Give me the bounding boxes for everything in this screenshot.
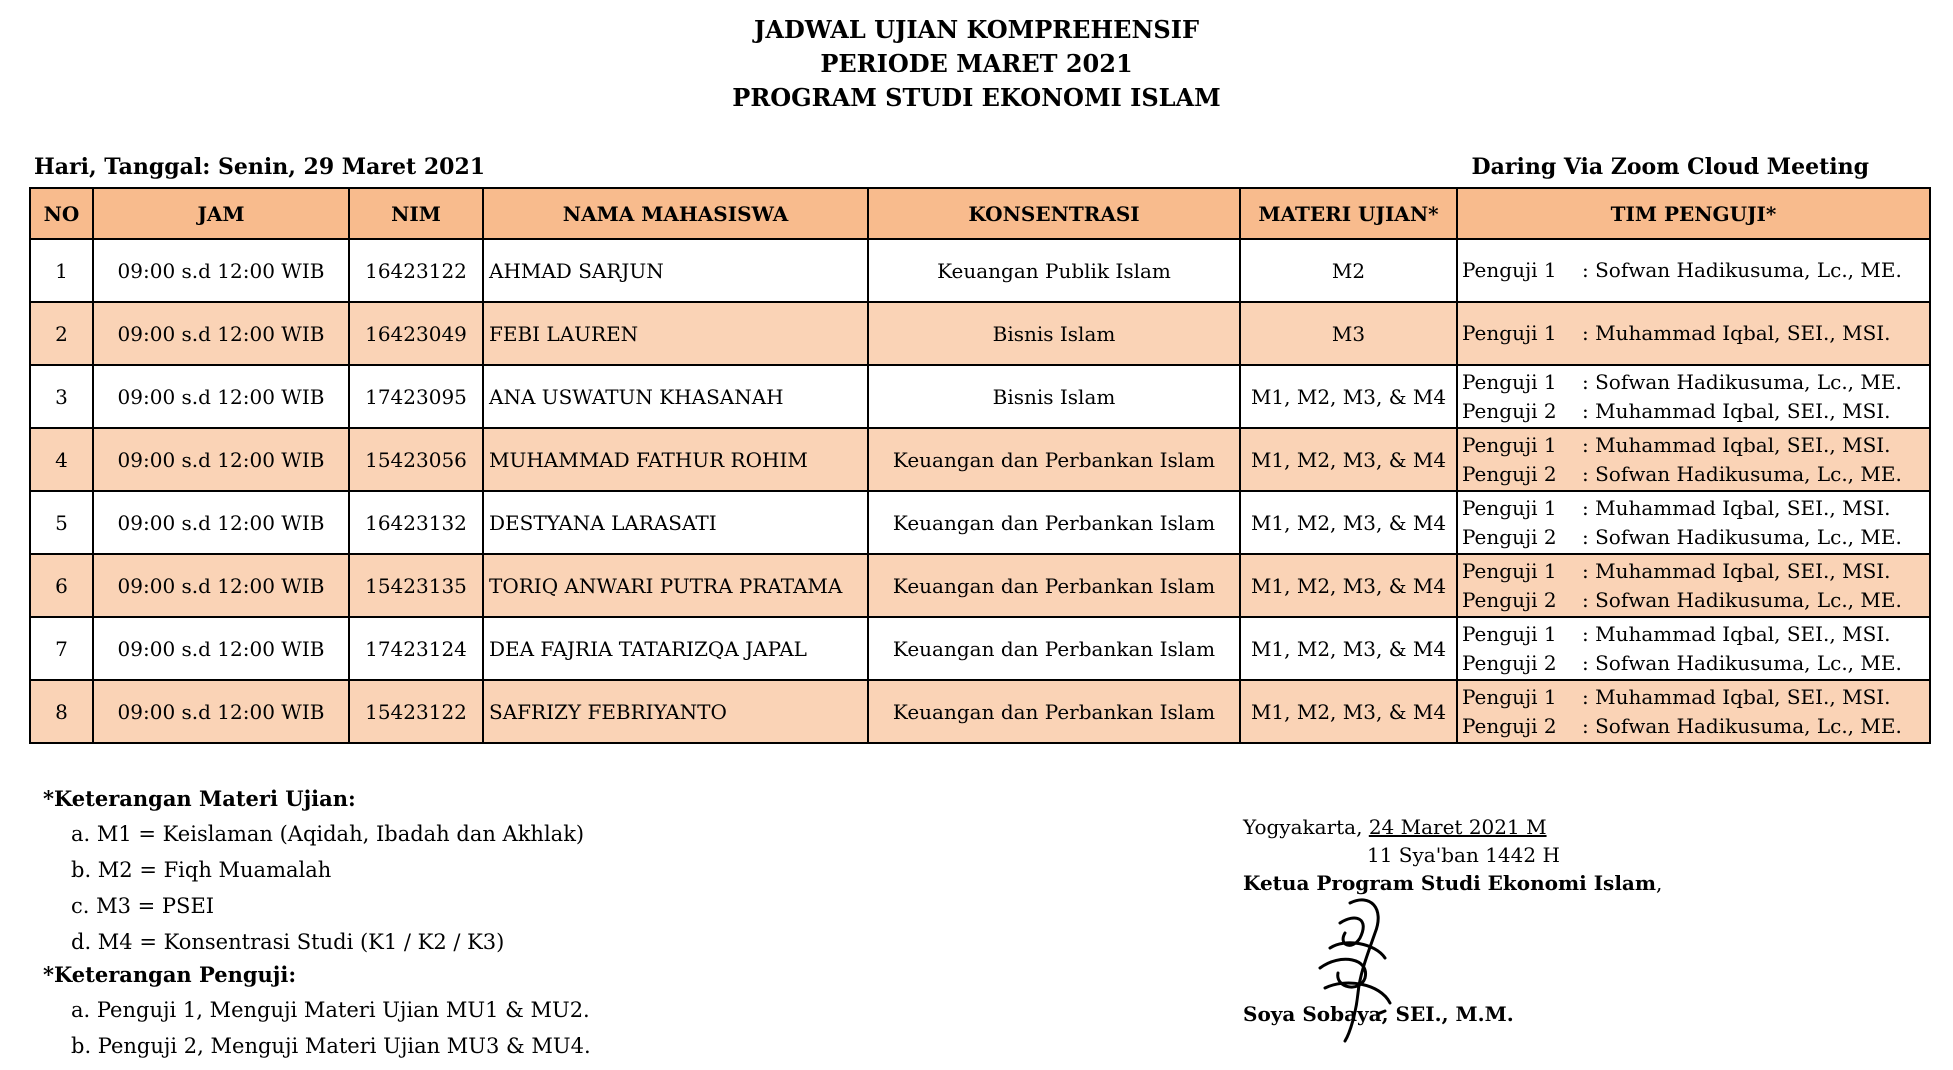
- doc-title-line3: PROGRAM STUDI EKONOMI ISLAM: [732, 83, 1221, 112]
- sign-place-date: [1243, 813, 1662, 841]
- exam-mode: Daring Via Zoom Cloud Meeting: [1471, 154, 1869, 180]
- cell-penguji: [1457, 491, 1930, 554]
- penguji-label: Penguji 1: [1462, 321, 1557, 345]
- cell-nama: AHMAD SARJUN: [483, 239, 868, 302]
- col-header-nim: NIM: [349, 188, 483, 239]
- penguji-label: Penguji 1: [1462, 432, 1557, 457]
- penguji-name: : Sofwan Hadikusuma, Lc., ME.: [1582, 650, 1902, 675]
- cell-no: 2: [30, 302, 93, 365]
- penguji-name: : Sofwan Hadikusuma, Lc., ME.: [1582, 369, 1902, 394]
- cell-jam: 09:00 s.d 12:00 WIB: [93, 491, 349, 554]
- cell-nim: 16423132: [349, 491, 483, 554]
- penguji-line: [1462, 431, 1929, 460]
- table-header-row: [30, 188, 1930, 239]
- cell-penguji: [1457, 680, 1930, 743]
- cell-jam: 09:00 s.d 12:00 WIB: [93, 365, 349, 428]
- table-row: [30, 554, 1930, 617]
- penguji-name: : Muhammad Iqbal, SEI., MSI.: [1582, 558, 1891, 583]
- penguji-line: [1462, 319, 1929, 348]
- col-header-jam: JAM: [93, 188, 349, 239]
- cell-jam: 09:00 s.d 12:00 WIB: [93, 239, 349, 302]
- col-header-konsentrasi: KONSENTRASI: [868, 188, 1240, 239]
- penguji-notes-heading: *Keterangan Penguji:: [43, 962, 297, 987]
- penguji-line: [1462, 460, 1929, 489]
- penguji-label: Penguji 2: [1462, 587, 1557, 612]
- cell-nama: DEA FAJRIA TATARIZQA JAPAL: [483, 617, 868, 680]
- cell-materi: M1, M2, M3, & M4: [1240, 428, 1457, 491]
- cell-materi: M1, M2, M3, & M4: [1240, 554, 1457, 617]
- cell-nama: DESTYANA LARASATI: [483, 491, 868, 554]
- table-row: [30, 365, 1930, 428]
- penguji-label: Penguji 2: [1462, 650, 1557, 675]
- cell-penguji: [1457, 617, 1930, 680]
- penguji-name: : Muhammad Iqbal, SEI., MSI.: [1582, 621, 1891, 646]
- cell-no: 8: [30, 680, 93, 743]
- penguji-name: : Muhammad Iqbal, SEI., MSI.: [1582, 321, 1891, 345]
- cell-no: 4: [30, 428, 93, 491]
- sign-hijri-date: 11 Sya'ban 1442 H: [1367, 843, 1560, 867]
- penguji-line: [1462, 586, 1929, 615]
- cell-nim: 15423135: [349, 554, 483, 617]
- cell-konsentrasi: Keuangan dan Perbankan Islam: [868, 428, 1240, 491]
- doc-title-line1: JADWAL UJIAN KOMPREHENSIF: [754, 15, 1199, 44]
- cell-nama: SAFRIZY FEBRIYANTO: [483, 680, 868, 743]
- cell-nim: 15423122: [349, 680, 483, 743]
- cell-jam: 09:00 s.d 12:00 WIB: [93, 302, 349, 365]
- penguji-name: : Sofwan Hadikusuma, Lc., ME.: [1582, 258, 1902, 282]
- cell-penguji: [1457, 302, 1930, 365]
- penguji-name: : Muhammad Iqbal, SEI., MSI.: [1582, 432, 1891, 457]
- cell-nim: 17423095: [349, 365, 483, 428]
- cell-jam: 09:00 s.d 12:00 WIB: [93, 428, 349, 491]
- cell-materi: M2: [1240, 239, 1457, 302]
- cell-materi: M1, M2, M3, & M4: [1240, 491, 1457, 554]
- penguji-line: [1462, 494, 1929, 523]
- materi-note-item: a. M1 = Keislaman (Aqidah, Ibadah dan Akhlak): [71, 822, 585, 846]
- cell-materi: M1, M2, M3, & M4: [1240, 365, 1457, 428]
- col-header-penguji: TIM PENGUJI*: [1457, 188, 1930, 239]
- table-row: [30, 239, 1930, 302]
- cell-materi: M1, M2, M3, & M4: [1240, 617, 1457, 680]
- cell-no: 1: [30, 239, 93, 302]
- cell-nim: 17423124: [349, 617, 483, 680]
- penguji-name: : Sofwan Hadikusuma, Lc., ME.: [1582, 524, 1902, 549]
- cell-nama: TORIQ ANWARI PUTRA PRATAMA: [483, 554, 868, 617]
- cell-no: 3: [30, 365, 93, 428]
- penguji-name: : Sofwan Hadikusuma, Lc., ME.: [1582, 461, 1902, 486]
- penguji-label: Penguji 1: [1462, 369, 1557, 394]
- cell-nama: MUHAMMAD FATHUR ROHIM: [483, 428, 868, 491]
- table-row: [30, 428, 1930, 491]
- penguji-label: Penguji 1: [1462, 621, 1557, 646]
- penguji-note-item: b. Penguji 2, Menguji Materi Ujian MU3 & MU4.: [71, 1034, 591, 1058]
- cell-jam: 09:00 s.d 12:00 WIB: [93, 554, 349, 617]
- penguji-line: [1462, 649, 1929, 678]
- penguji-note-item: a. Penguji 1, Menguji Materi Ujian MU1 & MU2.: [71, 998, 590, 1022]
- cell-konsentrasi: Bisnis Islam: [868, 365, 1240, 428]
- penguji-name: : Muhammad Iqbal, SEI., MSI.: [1582, 684, 1891, 709]
- col-header-no: NO: [30, 188, 93, 239]
- cell-konsentrasi: Keuangan dan Perbankan Islam: [868, 554, 1240, 617]
- cell-nama: FEBI LAUREN: [483, 302, 868, 365]
- penguji-label: Penguji 2: [1462, 524, 1557, 549]
- cell-no: 5: [30, 491, 93, 554]
- cell-konsentrasi: Bisnis Islam: [868, 302, 1240, 365]
- penguji-name: : Sofwan Hadikusuma, Lc., ME.: [1582, 587, 1902, 612]
- cell-jam: 09:00 s.d 12:00 WIB: [93, 680, 349, 743]
- table-row: [30, 491, 1930, 554]
- penguji-name: : Muhammad Iqbal, SEI., MSI.: [1582, 398, 1891, 423]
- penguji-line: [1462, 683, 1929, 712]
- penguji-line: [1462, 256, 1929, 285]
- doc-title-line2: PERIODE MARET 2021: [820, 49, 1133, 78]
- cell-penguji: [1457, 554, 1930, 617]
- penguji-line: [1462, 620, 1929, 649]
- penguji-line: [1462, 368, 1929, 397]
- penguji-name: : Sofwan Hadikusuma, Lc., ME.: [1582, 713, 1902, 738]
- cell-penguji: [1457, 365, 1930, 428]
- cell-konsentrasi: Keuangan dan Perbankan Islam: [868, 680, 1240, 743]
- penguji-line: [1462, 712, 1929, 741]
- table-row: [30, 617, 1930, 680]
- cell-jam: 09:00 s.d 12:00 WIB: [93, 617, 349, 680]
- cell-penguji: [1457, 428, 1930, 491]
- sign-date: 24 Maret 2021 M: [1368, 815, 1547, 839]
- notes-section: [43, 782, 591, 1064]
- col-header-nama: NAMA MAHASISWA: [483, 188, 868, 239]
- penguji-name: : Muhammad Iqbal, SEI., MSI.: [1582, 495, 1891, 520]
- materi-note-item: d. M4 = Konsentrasi Studi (K1 / K2 / K3): [71, 930, 505, 954]
- schedule-table: [29, 187, 1931, 744]
- penguji-label: Penguji 1: [1462, 495, 1557, 520]
- materi-note-item: b. M2 = Fiqh Muamalah: [71, 858, 332, 882]
- cell-no: 7: [30, 617, 93, 680]
- penguji-label: Penguji 1: [1462, 258, 1557, 282]
- penguji-line: [1462, 557, 1929, 586]
- cell-konsentrasi: Keuangan dan Perbankan Islam: [868, 617, 1240, 680]
- cell-konsentrasi: Keuangan dan Perbankan Islam: [868, 491, 1240, 554]
- penguji-label: Penguji 1: [1462, 558, 1557, 583]
- penguji-label: Penguji 2: [1462, 461, 1557, 486]
- exam-date: Hari, Tanggal: Senin, 29 Maret 2021: [34, 154, 486, 180]
- sign-title: Ketua Program Studi Ekonomi Islam,: [1243, 871, 1663, 895]
- penguji-label: Penguji 1: [1462, 684, 1557, 709]
- cell-penguji: [1457, 239, 1930, 302]
- penguji-line: [1462, 523, 1929, 552]
- materi-notes-heading: *Keterangan Materi Ujian:: [43, 786, 356, 811]
- col-header-materi: MATERI UJIAN*: [1240, 188, 1457, 239]
- penguji-label: Penguji 2: [1462, 713, 1557, 738]
- cell-no: 6: [30, 554, 93, 617]
- cell-materi: M1, M2, M3, & M4: [1240, 680, 1457, 743]
- cell-nim: 16423049: [349, 302, 483, 365]
- cell-nim: 15423056: [349, 428, 483, 491]
- signer-name: Soya Sobaya, SEI., M.M.: [1243, 1002, 1514, 1026]
- signature-block: [1243, 813, 1662, 897]
- penguji-label: Penguji 2: [1462, 398, 1557, 423]
- cell-nama: ANA USWATUN KHASANAH: [483, 365, 868, 428]
- materi-note-item: c. M3 = PSEI: [71, 894, 215, 918]
- sign-place: Yogyakarta,: [1243, 815, 1369, 839]
- cell-materi: M3: [1240, 302, 1457, 365]
- penguji-line: [1462, 397, 1929, 426]
- cell-nim: 16423122: [349, 239, 483, 302]
- cell-konsentrasi: Keuangan Publik Islam: [868, 239, 1240, 302]
- table-row: [30, 302, 1930, 365]
- table-row: [30, 680, 1930, 743]
